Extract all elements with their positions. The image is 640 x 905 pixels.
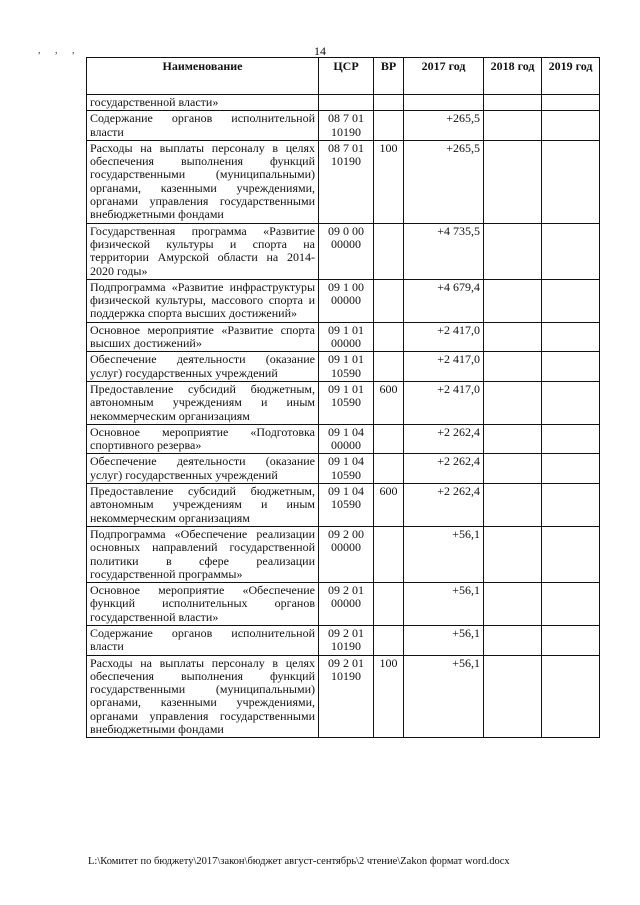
cell-y2019 bbox=[542, 223, 600, 279]
cell-y2019 bbox=[542, 655, 600, 738]
cell-csr: 09 2 00 00000 bbox=[319, 526, 374, 582]
cell-name: Содержание органов исполнительной власти bbox=[87, 625, 319, 655]
cell-y2019 bbox=[542, 381, 600, 424]
table-row bbox=[87, 140, 600, 223]
cell-name: Обеспечение деятельности (оказание услуг) государственных учреждений bbox=[87, 454, 319, 484]
table-row bbox=[87, 454, 600, 484]
cell-y2018 bbox=[484, 95, 542, 111]
cell-vr: 100 bbox=[374, 655, 404, 738]
cell-y2017: +56,1 bbox=[404, 526, 484, 582]
cell-y2018 bbox=[484, 322, 542, 352]
cell-csr: 09 1 04 10590 bbox=[319, 484, 374, 527]
cell-name: Подпрограмма «Развитие инфраструктуры физической культуры, массового спорта и поддержка спорта высших достижений» bbox=[87, 279, 319, 322]
cell-name: Основное мероприятие «Обеспечение функций исполнительных органов государственной власти» bbox=[87, 583, 319, 626]
cell-y2017: +56,1 bbox=[404, 655, 484, 738]
table-row bbox=[87, 484, 600, 527]
cell-name: Подпрограмма «Обеспечение реализации основных направлений государственной политики в сфере реализации государственной программы» bbox=[87, 526, 319, 582]
cell-name: Расходы на выплаты персоналу в целях обеспечения выполнения функций государственными (муниципальными) органами, казенными учреждениями, органами управления государственными внебюджетными фондами bbox=[87, 655, 319, 738]
cell-y2019 bbox=[542, 484, 600, 527]
cell-y2019 bbox=[542, 454, 600, 484]
cell-name: Предоставление субсидий бюджетным, автономным учреждениям и иным некоммерческим организациям bbox=[87, 381, 319, 424]
cell-vr bbox=[374, 279, 404, 322]
header-name: Наименование bbox=[87, 58, 319, 95]
cell-y2019 bbox=[542, 140, 600, 223]
header-vr: ВР bbox=[374, 58, 404, 95]
cell-y2017: +56,1 bbox=[404, 583, 484, 626]
cell-y2018 bbox=[484, 625, 542, 655]
cell-vr bbox=[374, 223, 404, 279]
cell-y2018 bbox=[484, 454, 542, 484]
cell-vr bbox=[374, 625, 404, 655]
cell-y2019 bbox=[542, 583, 600, 626]
cell-csr: 09 1 00 00000 bbox=[319, 279, 374, 322]
cell-csr: 09 2 01 10190 bbox=[319, 625, 374, 655]
cell-y2018 bbox=[484, 583, 542, 626]
cell-y2019 bbox=[542, 322, 600, 352]
table-row bbox=[87, 625, 600, 655]
cell-csr: 09 1 01 10590 bbox=[319, 352, 374, 382]
cell-csr: 09 1 01 10590 bbox=[319, 381, 374, 424]
table-row bbox=[87, 424, 600, 454]
cell-y2019 bbox=[542, 625, 600, 655]
cell-csr: 08 7 01 10190 bbox=[319, 111, 374, 141]
table-row bbox=[87, 583, 600, 626]
cell-vr bbox=[374, 454, 404, 484]
table-row bbox=[87, 655, 600, 738]
cell-y2017: +2 262,4 bbox=[404, 454, 484, 484]
cell-vr bbox=[374, 526, 404, 582]
cell-vr bbox=[374, 424, 404, 454]
cell-csr: 09 1 01 00000 bbox=[319, 322, 374, 352]
cell-vr: 600 bbox=[374, 484, 404, 527]
cell-name: Расходы на выплаты персоналу в целях обеспечения выполнения функций государственными (муниципальными) органами, казенными учреждениями, органами управления государственными внебюджетными фондами bbox=[87, 140, 319, 223]
header-2019: 2019 год bbox=[542, 58, 600, 95]
cell-csr: 09 2 01 10190 bbox=[319, 655, 374, 738]
cell-csr: 09 0 00 00000 bbox=[319, 223, 374, 279]
header-2017: 2017 год bbox=[404, 58, 484, 95]
table-row bbox=[87, 381, 600, 424]
cell-y2018 bbox=[484, 352, 542, 382]
cell-y2017: +2 417,0 bbox=[404, 352, 484, 382]
cell-y2018 bbox=[484, 424, 542, 454]
cell-y2017: +4 735,5 bbox=[404, 223, 484, 279]
cell-y2017 bbox=[404, 95, 484, 111]
cell-csr: 09 1 04 10590 bbox=[319, 454, 374, 484]
cell-y2018 bbox=[484, 140, 542, 223]
cell-name: государственной власти» bbox=[87, 95, 319, 111]
cell-y2019 bbox=[542, 526, 600, 582]
cell-vr bbox=[374, 352, 404, 382]
cell-y2017: +2 262,4 bbox=[404, 484, 484, 527]
cell-y2018 bbox=[484, 381, 542, 424]
page-number: 14 bbox=[314, 44, 326, 58]
cell-csr bbox=[319, 95, 374, 111]
cell-y2018 bbox=[484, 526, 542, 582]
table-row bbox=[87, 223, 600, 279]
file-path-footer: L:\Комитет по бюджету\2017\закон\бюджет август-сентябрь\2 чтение\Zakon формат word.docx bbox=[88, 856, 510, 867]
table-row bbox=[87, 95, 600, 111]
cell-name: Обеспечение деятельности (оказание услуг) государственных учреждений bbox=[87, 352, 319, 382]
cell-name: Содержание органов исполнительной власти bbox=[87, 111, 319, 141]
table-row bbox=[87, 322, 600, 352]
cell-y2017: +2 417,0 bbox=[404, 381, 484, 424]
cell-y2019 bbox=[542, 424, 600, 454]
cell-y2017: +4 679,4 bbox=[404, 279, 484, 322]
table-row bbox=[87, 352, 600, 382]
cell-name: Основное мероприятие «Развитие спорта высших достижений» bbox=[87, 322, 319, 352]
table-row bbox=[87, 279, 600, 322]
header-2018: 2018 год bbox=[484, 58, 542, 95]
cell-y2019 bbox=[542, 111, 600, 141]
cell-vr bbox=[374, 95, 404, 111]
cell-csr: 09 2 01 00000 bbox=[319, 583, 374, 626]
cell-y2019 bbox=[542, 352, 600, 382]
cell-name: Государственная программа «Развитие физической культуры и спорта на территории Амурской области на 2014-2020 годы» bbox=[87, 223, 319, 279]
cell-y2019 bbox=[542, 95, 600, 111]
cell-y2017: +56,1 bbox=[404, 625, 484, 655]
cell-y2017: +265,5 bbox=[404, 140, 484, 223]
cell-name: Основное мероприятие «Подготовка спортивного резерва» bbox=[87, 424, 319, 454]
table-row bbox=[87, 111, 600, 141]
cell-y2018 bbox=[484, 484, 542, 527]
cell-y2018 bbox=[484, 655, 542, 738]
budget-table bbox=[86, 57, 600, 738]
cell-vr bbox=[374, 111, 404, 141]
cell-csr: 09 1 04 00000 bbox=[319, 424, 374, 454]
header-csr: ЦСР bbox=[319, 58, 374, 95]
cell-y2017: +265,5 bbox=[404, 111, 484, 141]
cell-vr bbox=[374, 322, 404, 352]
cell-y2017: +2 262,4 bbox=[404, 424, 484, 454]
cell-y2018 bbox=[484, 111, 542, 141]
cell-csr: 08 7 01 10190 bbox=[319, 140, 374, 223]
table-row bbox=[87, 526, 600, 582]
scan-marks: , , , bbox=[38, 45, 81, 56]
cell-vr bbox=[374, 583, 404, 626]
cell-y2017: +2 417,0 bbox=[404, 322, 484, 352]
cell-vr: 100 bbox=[374, 140, 404, 223]
cell-y2019 bbox=[542, 279, 600, 322]
cell-y2018 bbox=[484, 223, 542, 279]
cell-vr: 600 bbox=[374, 381, 404, 424]
table-header-row bbox=[87, 58, 600, 95]
cell-y2018 bbox=[484, 279, 542, 322]
cell-name: Предоставление субсидий бюджетным, автономным учреждениям и иным некоммерческим организациям bbox=[87, 484, 319, 527]
